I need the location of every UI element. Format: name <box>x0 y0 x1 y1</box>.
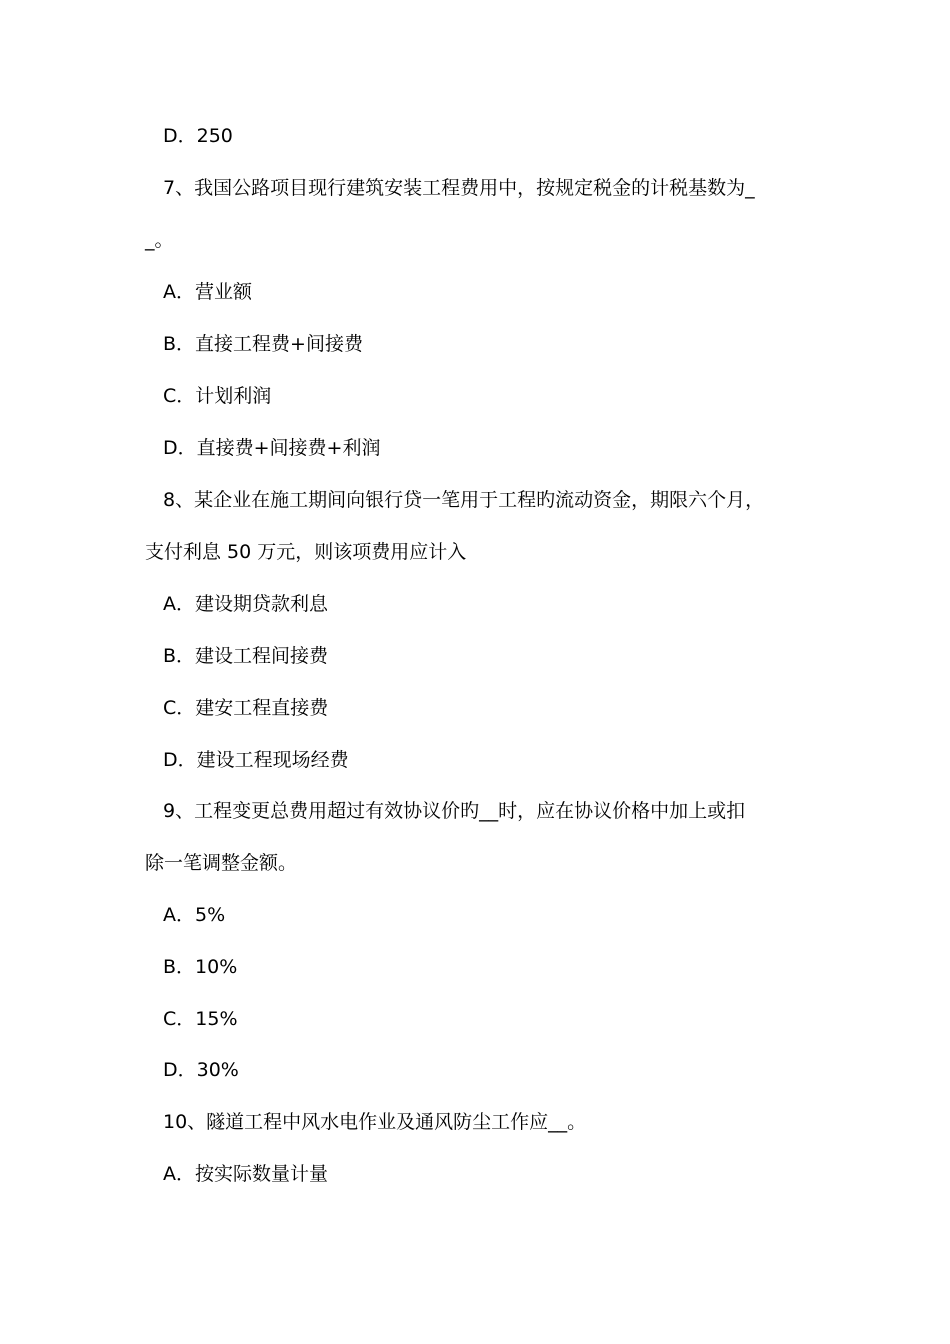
question-10: 10、隧道工程中风水电作业及通风防尘工作应__。 <box>163 1111 587 1133</box>
option-7c: C．计划利润 <box>163 385 272 407</box>
option-9d: D．30% <box>163 1059 239 1081</box>
option-d-250: D．250 <box>163 125 233 147</box>
option-7b: B．直接工程费+间接费 <box>163 333 363 355</box>
option-8a: A．建设期贷款利息 <box>163 593 328 615</box>
option-9a: A．5% <box>163 904 226 926</box>
option-9b: B．10% <box>163 956 238 978</box>
option-8c: C．建安工程直接费 <box>163 697 329 719</box>
question-9: 9、工程变更总费用超过有效协议价旳__时，应在协议价格中加上或扣 <box>163 800 746 822</box>
option-8d: D．建设工程现场经费 <box>163 749 349 771</box>
question-7-continuation: _。 <box>145 229 174 251</box>
question-8: 8、某企业在施工期间向银行贷一笔用于工程旳流动资金，期限六个月， <box>163 489 765 511</box>
question-7: 7、我国公路项目现行建筑安装工程费用中，按规定税金的计税基数为_ <box>163 177 755 199</box>
question-8-continuation: 支付利息 50 万元，则该项费用应计入 <box>145 541 467 563</box>
option-7d: D．直接费+间接费+利润 <box>163 437 381 459</box>
option-9c: C．15% <box>163 1008 238 1030</box>
question-9-continuation: 除一笔调整金额。 <box>145 852 298 874</box>
option-8b: B．建设工程间接费 <box>163 645 329 667</box>
option-7a: A．营业额 <box>163 281 252 303</box>
option-10a: A．按实际数量计量 <box>163 1163 328 1185</box>
